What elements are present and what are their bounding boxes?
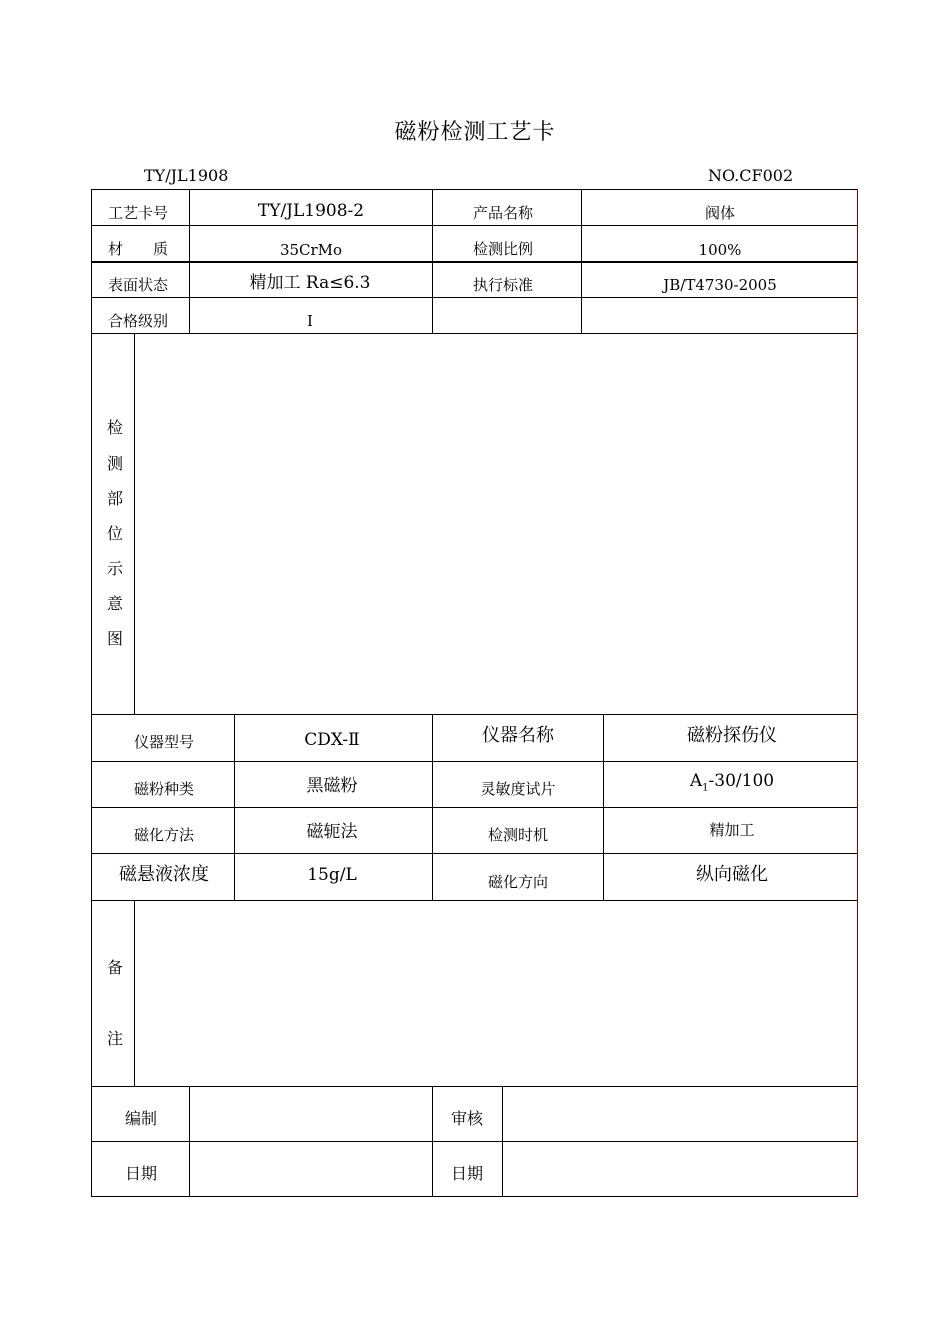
instrument-label: 仪器名称 [482, 725, 554, 746]
prepared-date-label: 日期 [124, 1164, 158, 1183]
direction-value: 纵向磁化 [696, 864, 768, 885]
model-label: 仪器型号 [133, 733, 195, 751]
review-date-field[interactable] [504, 1143, 856, 1195]
card-no-value: TY/JL1908-2 [257, 201, 365, 221]
concentration-label: 磁悬液浓度 [119, 864, 209, 885]
review-date-label: 日期 [450, 1164, 484, 1183]
page-title: 磁粉检测工艺卡 [394, 120, 556, 145]
review-label: 审核 [450, 1109, 484, 1128]
instrument-value: 磁粉探伤仪 [687, 725, 777, 746]
product-label: 产品名称 [473, 204, 534, 222]
diagram-area [136, 335, 856, 713]
card-no-label: 工艺卡号 [108, 204, 169, 222]
grade-value: I [307, 312, 313, 330]
model-value: CDX-Ⅱ [304, 730, 360, 750]
standard-value: JB/T4730-2005 [663, 276, 777, 294]
method-value: 磁轭法 [306, 822, 358, 842]
powder-label: 磁粉种类 [133, 780, 195, 798]
testpiece-sub: 1 [702, 782, 709, 794]
surface-value: 精加工 Ra≤6.3 [249, 273, 371, 293]
review-field[interactable] [504, 1088, 856, 1140]
remarks-area [136, 902, 856, 1085]
powder-value: 黑磁粉 [306, 776, 358, 796]
method-label: 磁化方法 [133, 826, 195, 844]
material-value: 35CrMo [279, 241, 343, 259]
product-value: 阀体 [704, 204, 736, 222]
header-left-code: TY/JL1908 [144, 166, 229, 185]
prepared-date-field[interactable] [191, 1143, 431, 1195]
direction-label: 磁化方向 [487, 873, 549, 891]
concentration-value: 15g/L [307, 865, 357, 885]
ratio-value: 100% [698, 241, 742, 259]
timing-value: 精加工 [709, 821, 755, 839]
testpiece-rest: -30/100 [708, 771, 775, 791]
header-right-code: NO.CF002 [708, 166, 794, 185]
material-label: 材 质 [108, 240, 169, 258]
surface-label: 表面状态 [108, 276, 169, 294]
standard-label: 执行标准 [473, 276, 534, 294]
testpiece-label: 灵敏度试片 [480, 780, 556, 798]
grade-label: 合格级别 [108, 312, 169, 330]
prepared-field[interactable] [191, 1088, 431, 1140]
ratio-label: 检测比例 [473, 240, 534, 258]
timing-label: 检测时机 [487, 826, 549, 844]
prepared-label: 编制 [124, 1109, 158, 1128]
testpiece-main: A [689, 771, 703, 791]
testpiece-value [690, 773, 774, 793]
